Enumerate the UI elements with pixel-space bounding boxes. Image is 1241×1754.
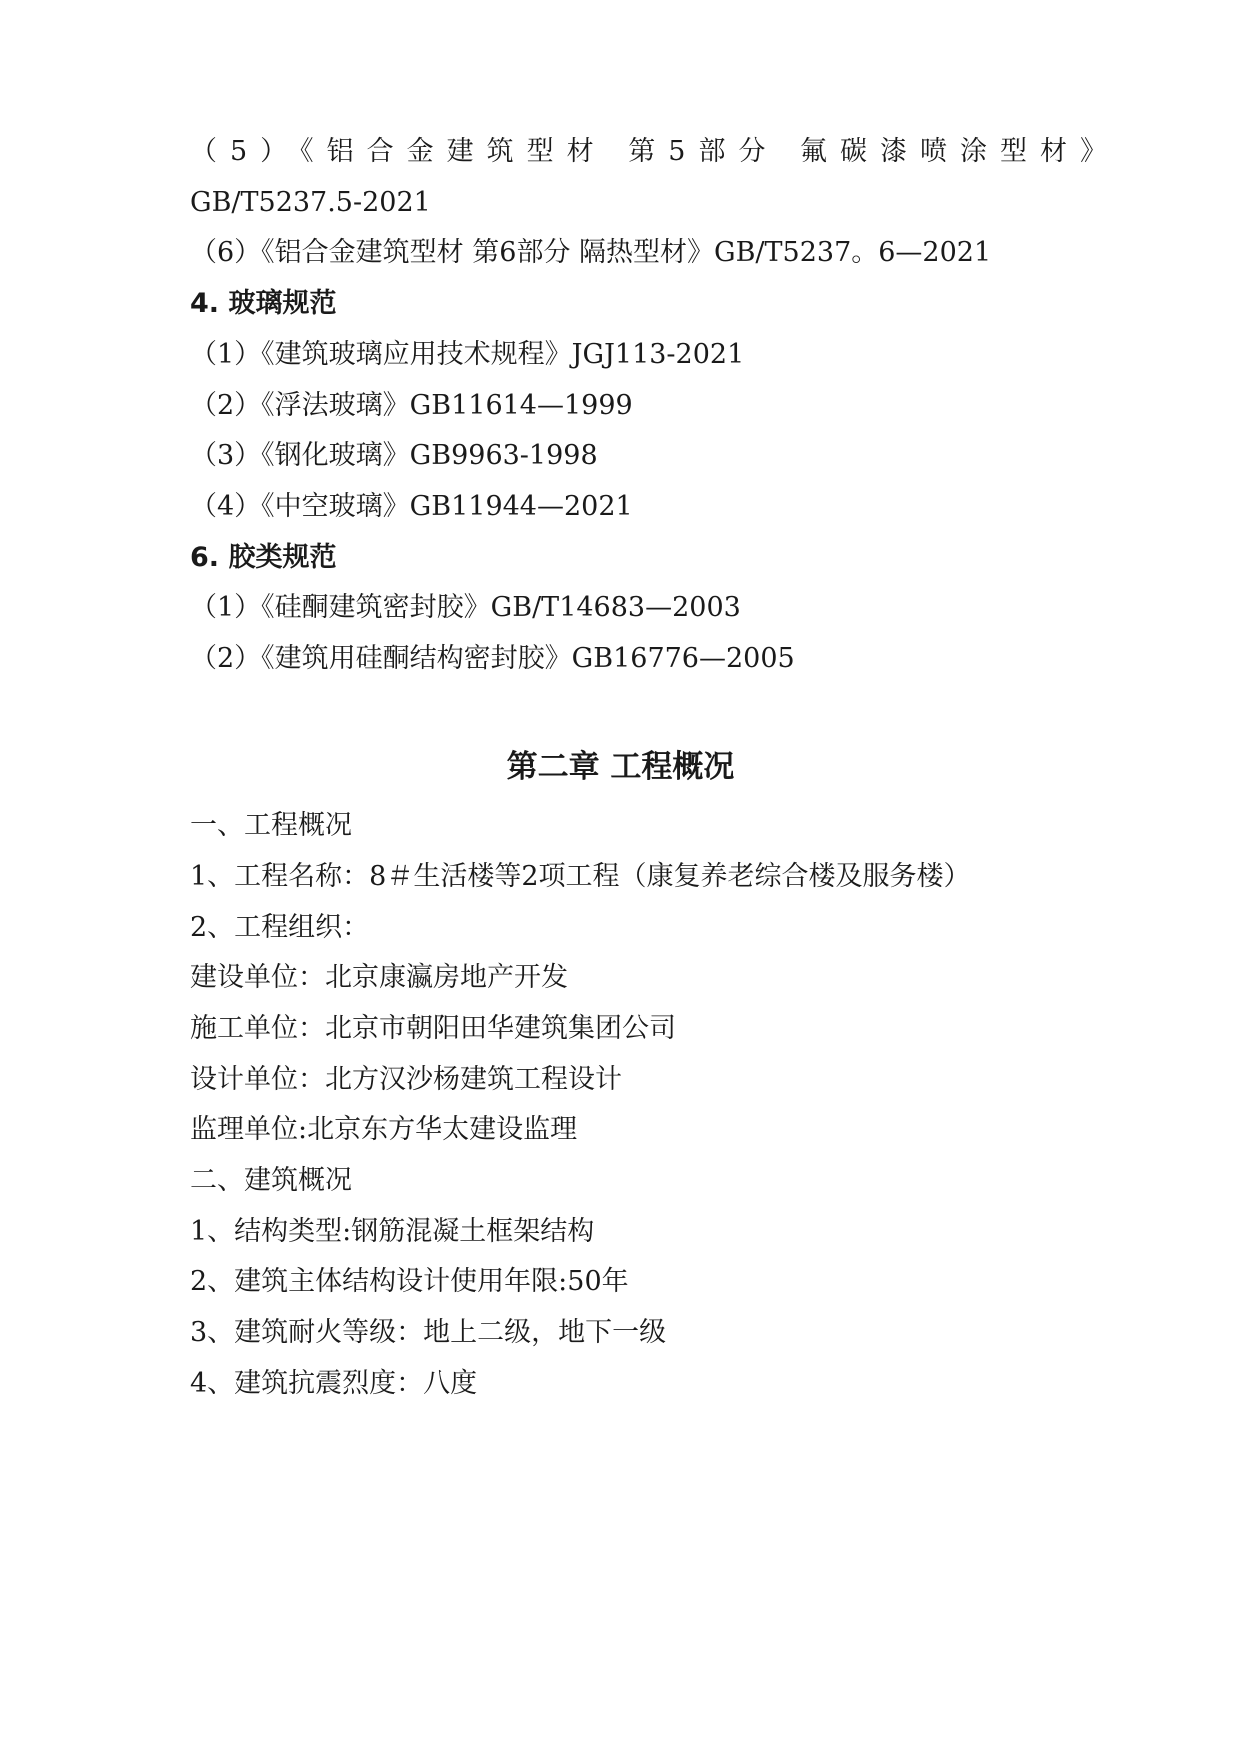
- spec-item-aluminum-5: （5）《铝合金建筑型材 第5部分 氟碳漆喷涂型材》: [190, 136, 1121, 167]
- fire-resistance-grade: 3、建筑耐火等级：地上二级，地下一级: [190, 1317, 667, 1348]
- subsection-project-overview: 一、工程概况: [190, 810, 352, 841]
- design-service-life: 2、建筑主体结构设计使用年限:50年: [190, 1266, 629, 1297]
- section-heading-sealant: 6. 胶类规范: [190, 542, 337, 573]
- spec-item-glass-1: （1）《建筑玻璃应用技术规程》JGJ113-2021: [190, 339, 745, 370]
- supervision-unit: 监理单位:北京东方华太建设监理: [190, 1114, 578, 1145]
- construction-unit: 施工单位：北京市朝阳田华建筑集团公司: [190, 1013, 676, 1044]
- owner-unit: 建设单位：北京康瀛房地产开发: [190, 962, 568, 993]
- structure-type: 1、结构类型:钢筋混凝土框架结构: [190, 1216, 595, 1247]
- spec-item-glass-4: （4）《中空玻璃》GB11944—2021: [190, 491, 633, 522]
- section-heading-glass: 4. 玻璃规范: [190, 288, 337, 319]
- spec-item-glass-2: （2）《浮法玻璃》GB11614—1999: [190, 390, 633, 421]
- spec-item-sealant-1: （1）《硅酮建筑密封胶》GB/T14683—2003: [190, 592, 741, 623]
- spec-item-aluminum-5-code: GB/T5237.5-2021: [190, 187, 431, 218]
- spec-item-sealant-2: （2）《建筑用硅酮结构密封胶》GB16776—2005: [190, 643, 795, 674]
- design-unit: 设计单位：北方汉沙杨建筑工程设计: [190, 1064, 622, 1095]
- project-name: 1、工程名称：8＃生活楼等2项工程（康复养老综合楼及服务楼）: [190, 861, 971, 892]
- spec-item-glass-3: （3）《钢化玻璃》GB9963-1998: [190, 440, 598, 471]
- chapter-title: 第二章 工程概况: [506, 749, 735, 785]
- project-organization-label: 2、工程组织：: [190, 912, 370, 943]
- spec-item-aluminum-6: （6）《铝合金建筑型材 第6部分 隔热型材》GB/T5237。6—2021: [190, 237, 992, 268]
- subsection-building-overview: 二、建筑概况: [190, 1165, 352, 1196]
- seismic-intensity: 4、建筑抗震烈度：八度: [190, 1368, 478, 1399]
